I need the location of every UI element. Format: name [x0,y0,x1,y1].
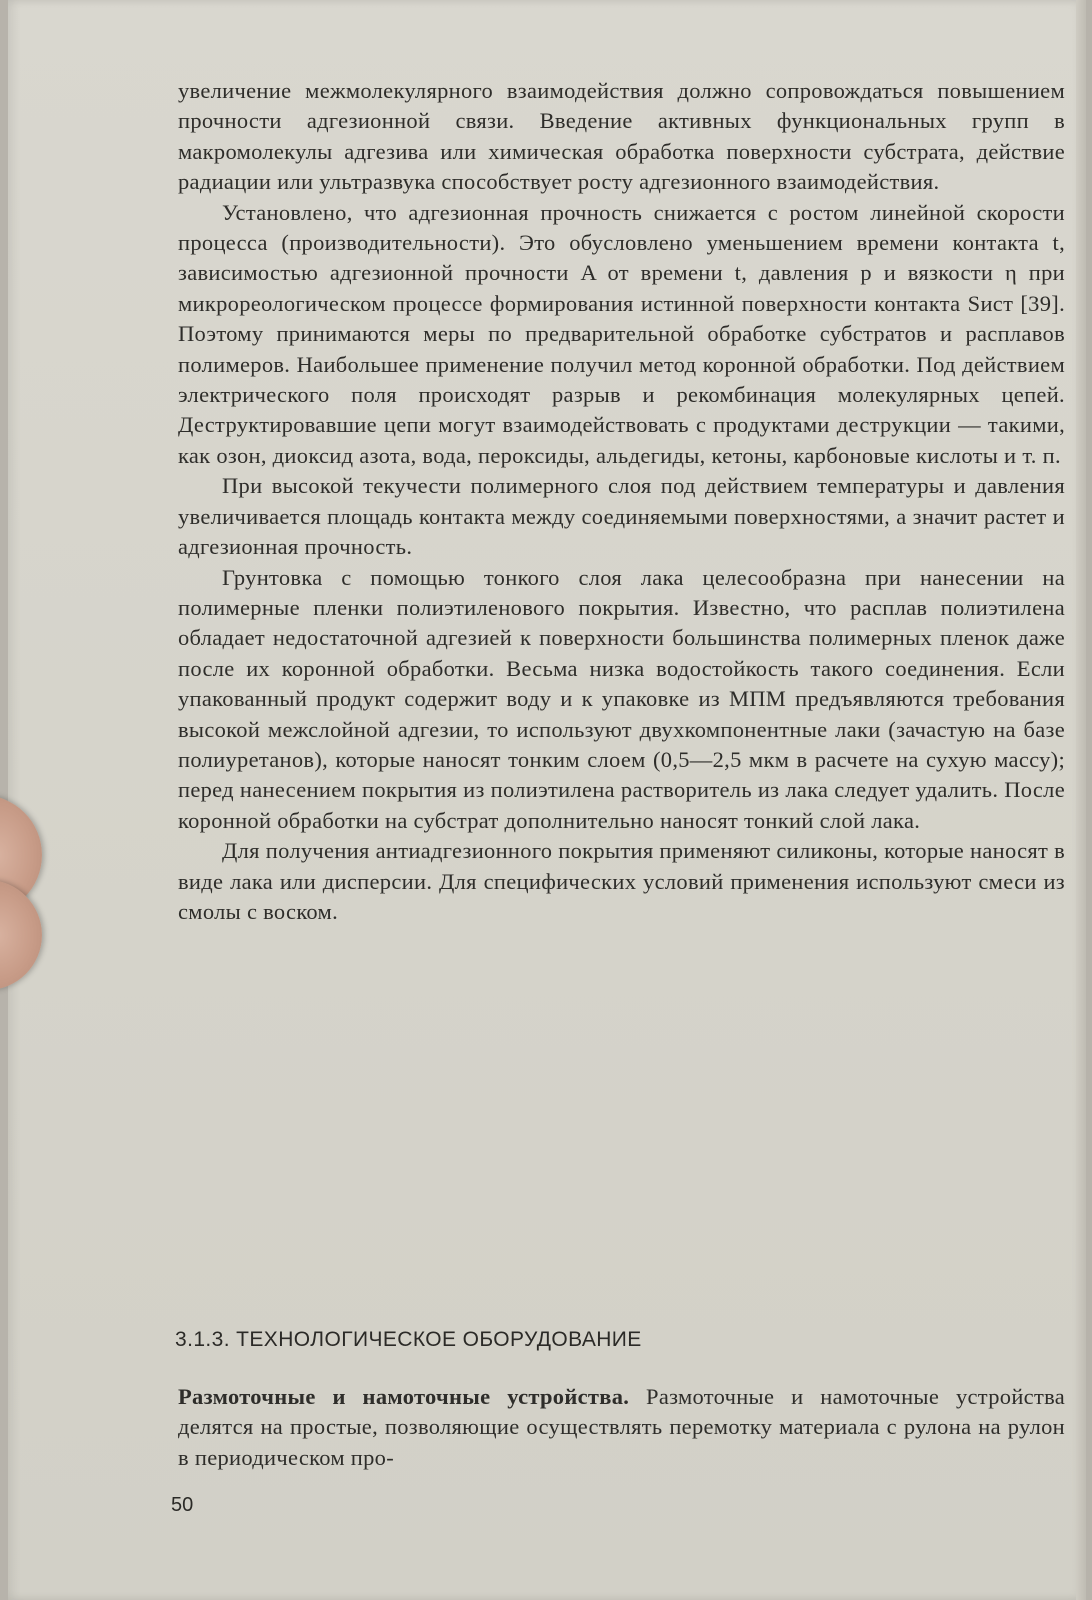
subsection-body: Размоточные и намоточные устройства делятся на простые, позволяющие осуществлять перемотку материала с рулона на рулон в периодическом про- [178,1384,1065,1470]
paragraph-1: увеличение межмолекулярного взаимодействия должно сопровождаться повышением прочности адгезионной связи. Введение активных функциональных групп в макромолекулы адгезива или химическая обработка поверхности субстрата, действие радиации или ультразвука способствует росту адгезионного взаимодействия. [178,78,1065,195]
page-edge [1076,0,1086,1600]
section-heading: 3.1.3. ТЕХНОЛОГИЧЕСКОЕ ОБОРУДОВАНИЕ [175,1328,642,1351]
book-page [8,0,1086,1600]
subsection-lead: Размоточные и намоточные устройства. [178,1384,630,1409]
body-text [178,76,1065,927]
paragraph-4: Грунтовка с помощью тонкого слоя лака целесообразна при нанесении на полимерные пленки полиэтиленового покрытия. Известно, что расплав полиэтилена обладает недостаточной адгезией к поверхности большинства полимерных пленок даже после их коронной обработки. Весьма низка водостойкость такого соединения. Если упакованный продукт содержит воду и к упаковке из МПМ предъявляются требования высокой межслойной адгезии, то используют двухкомпонентные лаки (зачастую на базе полиуретанов), которые наносят тонким слоем (0,5—2,5 мкм в расчете на сухую массу); перед нанесением покрытия из полиэтилена растворитель из лака следует удалить. После коронной обработки на субстрат дополнительно наносят тонкий слой лака. [178,564,1065,833]
subsection-text [178,1382,1065,1473]
paragraph-5: Для получения антиадгезионного покрытия применяют силиконы, которые наносят в виде лака или дисперсии. Для специфических условий применения используют смеси из смолы с воском. [178,838,1065,924]
paragraph-3: При высокой текучести полимерного слоя под действием температуры и давления увеличивается площадь контакта между соединяемыми поверхностями, а значит растет и адгезионная прочность. [178,473,1065,560]
paragraph-2: Установлено, что адгезионная прочность снижается с ростом линейной скорости процесса (производительности). Это обусловлено уменьшением времени контакта t, зависимостью адгезионной прочности A от времени t, давления p и вязкости η при микрореологическом процессе формирования истинной поверхности контакта Sист [39]. Поэтому принимаются меры по предварительной обработке субстратов и расплавов полимеров. Наибольшее применение получил метод коронной обработки. Под действием электрического поля происходят разрыв и рекомбинация молекулярных цепей. Деструктировавшие цепи могут взаимодействовать с продуктами деструкции — такими, как озон, диоксид азота, вода, пероксиды, альдегиды, кетоны, карбоновые кислоты и т. п. [178,199,1065,468]
page-number: 50 [171,1494,194,1516]
